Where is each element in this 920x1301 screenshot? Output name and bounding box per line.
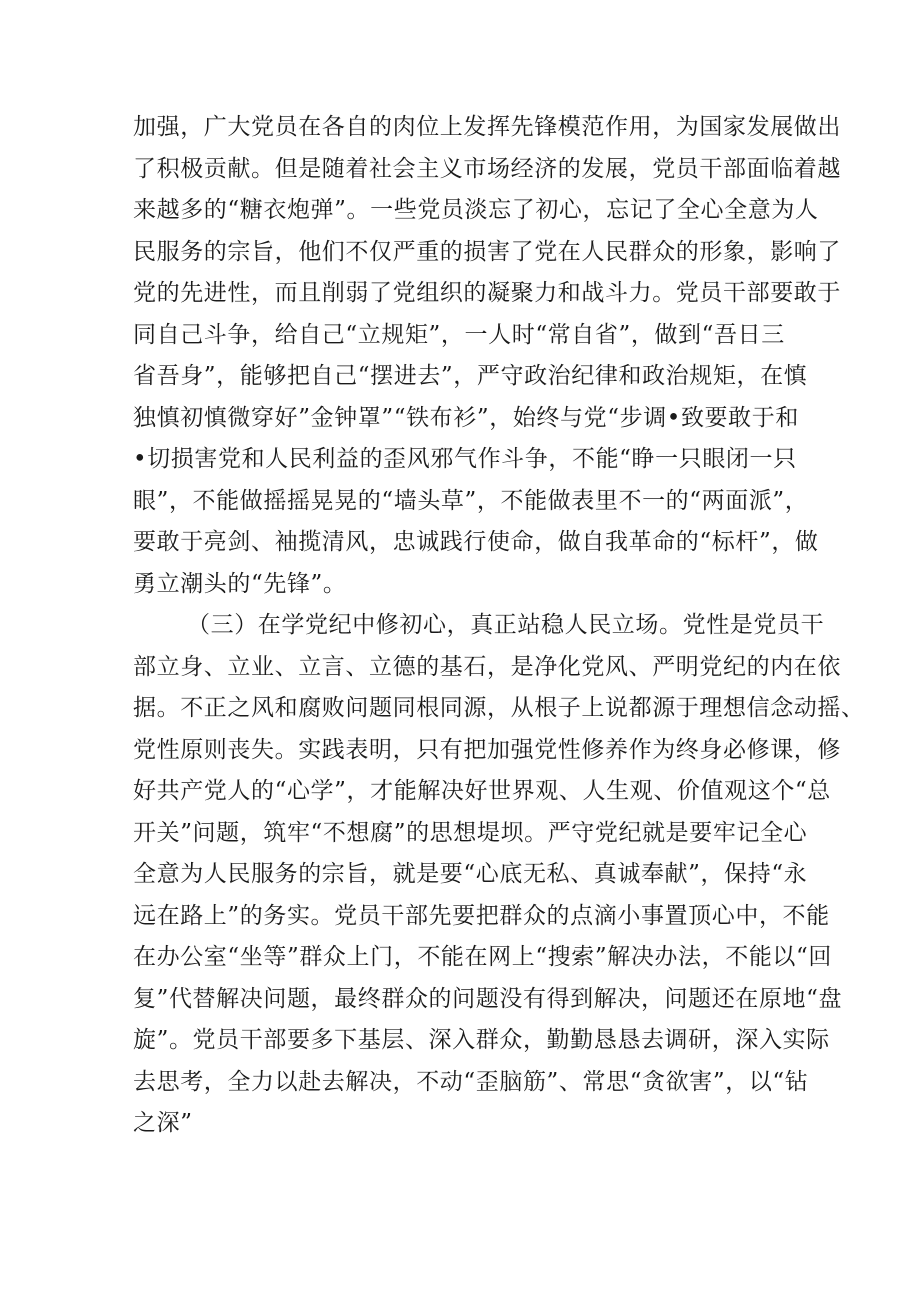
text-line: 开关”问题，筑牢“不想腐”的思想堤坝。严守党纪就是要牢记全心 [133,819,808,846]
text-line: 旋”。党员干部要多下基层、深入群众，勤勤恳恳去调研，深入实际 [133,1027,830,1053]
text-line: 好共产党人的“心学”，才能解决好世界观、人生观、价值观这个“总 [133,778,831,804]
text-line: 党性原则丧失。实践表明，只有把加强党性修养作为终身必修课，修 [133,736,841,763]
text-line: 了积极贡献。但是随着社会主义市场经济的发展，党员干部面临着越 [133,155,841,182]
text-line: 复”代替解决问题，最终群众的问题没有得到解决，问题还在原地“盘 [133,985,843,1012]
text-line: •切损害党和人民利益的歪风邪气作斗争，不能“睁一只眼闭一只 [133,446,797,472]
text-line: 眼”，不能做摇摇晃晃的“墙头草”，不能做表里不一的“两面派”， [133,487,809,514]
text-line: 党的先进性，而且削弱了党组织的凝聚力和战斗力。党员干部要敢于 [133,280,841,306]
text-line: 同自己斗争，给自己“立规矩”，一人时“常自省”，做到“吾日三 [133,321,785,348]
text-line: 加强，广大党员在各自的肉位上发挥先锋模范作用，为国家发展做出 [133,114,841,140]
text-line: 之深” [133,1110,193,1136]
body-text [133,107,865,1145]
text-line: 去思考，全力以赴去解决，不动“歪脑筋”、常思“贪欲害”，以“钻 [133,1068,809,1095]
section-heading-line: （三）在学党纪中修初心，真正站稳人民立场。党性是党员干 [187,612,825,638]
text-line: 部立身、立业、立言、立德的基石，是净化党风、严明党纪的内在依 [133,653,841,680]
text-line: 勇立潮头的“先锋”。 [133,570,347,597]
text-line: 要敢于亮剑、袖揽清风，忠诚践行使命，做自我革命的“标杆”，做 [133,529,819,555]
text-line: 民服务的宗旨，他们不仅严重的损害了党在人民群众的形象，影响了 [133,238,841,265]
text-line: 省吾身”，能够把自己“摆进去”，严守政治纪律和政治规矩，在慎 [133,363,808,389]
text-line: 远在路上”的务实。党员干部先要把群众的点滴小事置顶心中，不能 [133,902,830,929]
text-line: 全意为人民服务的宗旨，就是要“心底无私、真诚奉献”，保持“永 [133,861,808,887]
text-line: 据。不正之风和腐败问题同根同源，从根子上说都源于理想信念动摇、 [133,695,865,721]
text-line: 独慎初慎微穿好”金钟罩”“铁布衫”，始终与党“步调•致要敢于和 [133,404,799,431]
text-line: 在办公室“坐等”群众上门，不能在网上“搜索”解决办法，不能以“回 [133,944,832,970]
text-line: 来越多的“糖衣炮弹”。一些党员淡忘了初心，忘记了全心全意为人 [133,197,819,223]
